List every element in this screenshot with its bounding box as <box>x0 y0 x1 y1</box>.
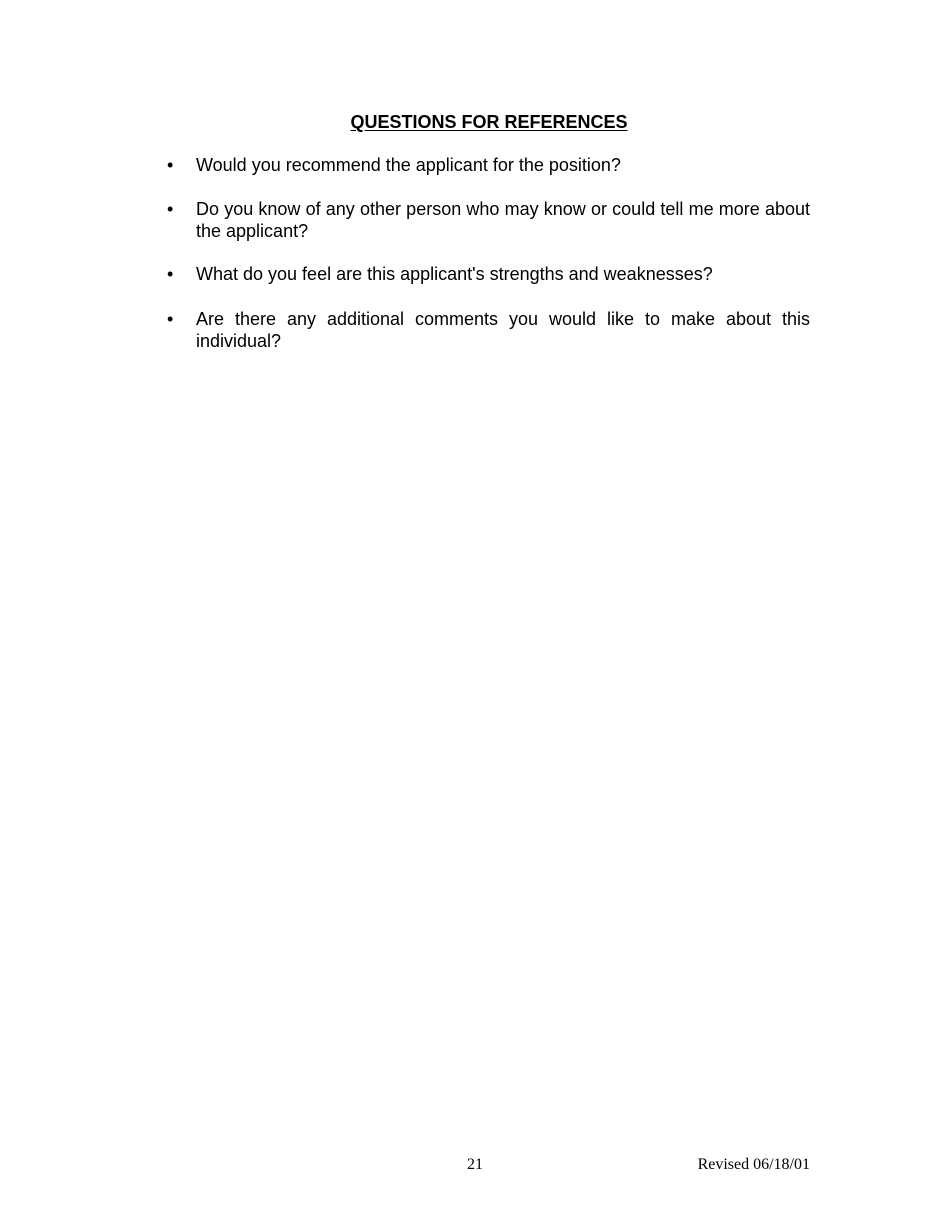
bullet-icon: • <box>167 199 174 219</box>
question-item <box>167 264 810 286</box>
page-title: QUESTIONS FOR REFERENCES <box>350 112 628 132</box>
question-text: Do you know of any other person who may know or could tell me more about the applicant? <box>196 199 810 241</box>
revision-date: Revised 06/18/01 <box>697 1156 810 1173</box>
bullet-icon: • <box>167 309 174 329</box>
page-number: 21 <box>467 1156 483 1173</box>
question-item <box>167 155 810 177</box>
question-text: Are there any additional comments you would like to make about this individual? <box>196 309 810 351</box>
question-text: What do you feel are this applicant's strengths and weaknesses? <box>196 264 713 284</box>
question-text: Would you recommend the applicant for the position? <box>196 155 621 175</box>
bullet-icon: • <box>167 155 174 175</box>
question-item <box>167 199 810 242</box>
bullet-icon: • <box>167 264 174 284</box>
question-item <box>167 309 810 352</box>
